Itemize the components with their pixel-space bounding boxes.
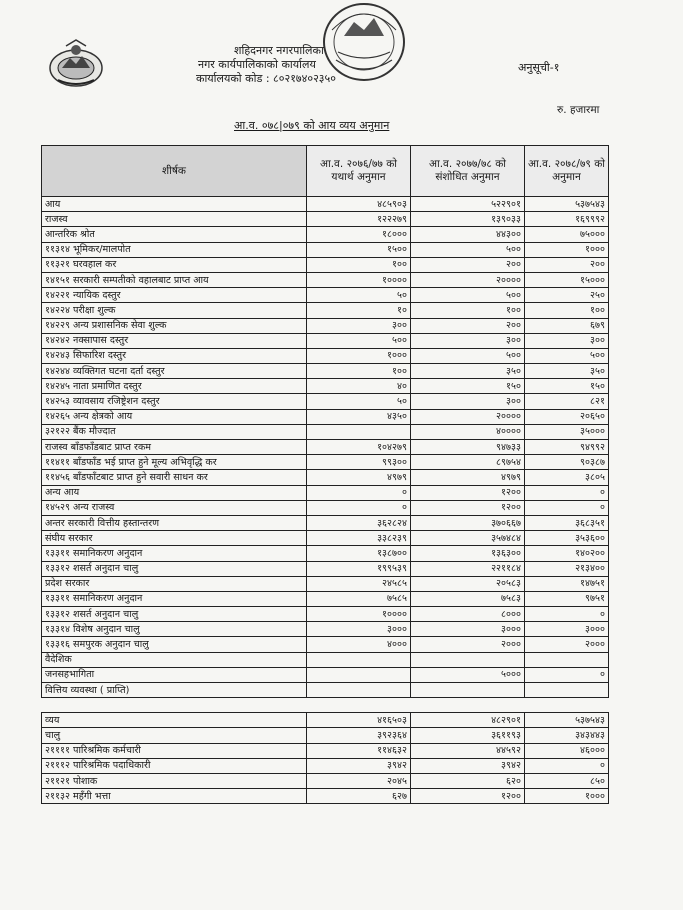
row-value: ० bbox=[307, 485, 411, 500]
row-label: व्यय bbox=[42, 713, 307, 728]
row-value: १२०० bbox=[411, 789, 525, 804]
row-value: ३६११९३ bbox=[411, 728, 525, 743]
row-label: २११३२ महँगी भत्ता bbox=[42, 789, 307, 804]
row-value: ३९२३६४ bbox=[307, 728, 411, 743]
row-label: ११३१४ भूमिकर/मालपोत bbox=[42, 242, 307, 257]
table-row bbox=[42, 561, 609, 576]
row-value: १००० bbox=[525, 789, 609, 804]
table-row bbox=[42, 728, 609, 743]
row-value: २०४५ bbox=[307, 773, 411, 788]
row-value: २००० bbox=[411, 637, 525, 652]
row-value: ५०० bbox=[525, 348, 609, 363]
row-value: १०० bbox=[307, 257, 411, 272]
row-value: ७५८५ bbox=[307, 591, 411, 606]
row-value: ५३७५४३ bbox=[525, 713, 609, 728]
table-row bbox=[42, 364, 609, 379]
row-value: ० bbox=[525, 485, 609, 500]
row-value: ९७५१ bbox=[525, 591, 609, 606]
row-value: ३६२८२४ bbox=[307, 515, 411, 530]
row-value: ० bbox=[525, 758, 609, 773]
row-value: ६२० bbox=[411, 773, 525, 788]
row-value: ११४६३२ bbox=[307, 743, 411, 758]
row-label: अन्तर सरकारी वित्तीय हस्तान्तरण bbox=[42, 515, 307, 530]
row-label: ३२१२२ बैंक मौज्दात bbox=[42, 424, 307, 439]
table-row bbox=[42, 531, 609, 546]
row-label: ११४५६ बाँडफाँटबाट प्राप्त हुने सवारी साधन कर bbox=[42, 470, 307, 485]
table-row bbox=[42, 424, 609, 439]
table-row bbox=[42, 394, 609, 409]
table-header-row bbox=[42, 146, 609, 197]
header-actual-7677: आ.व. २०७६/७७ को यथार्थ अनुमान bbox=[307, 146, 411, 197]
row-label: जनसहभागिता bbox=[42, 667, 307, 682]
row-value: ३५७४८४ bbox=[411, 531, 525, 546]
row-value: ३५० bbox=[525, 364, 609, 379]
row-label: ११४११ बाँडफाँड भई प्राप्त हुने मूल्य अभिवृद्धि कर bbox=[42, 455, 307, 470]
row-value: ० bbox=[525, 500, 609, 515]
table-row bbox=[42, 515, 609, 530]
row-label: १४२४५ नाता प्रमाणित दस्तुर bbox=[42, 379, 307, 394]
row-value: ० bbox=[525, 607, 609, 622]
row-value: ३९४२ bbox=[307, 758, 411, 773]
row-value: २५० bbox=[525, 288, 609, 303]
office-header bbox=[196, 44, 426, 86]
header-estimate-7879: आ.व. २०७८/७९ को अनुमान bbox=[525, 146, 609, 197]
row-value: ८५० bbox=[525, 773, 609, 788]
row-value: ८९७५४ bbox=[411, 455, 525, 470]
unit-label: रु. हजारमा bbox=[557, 104, 600, 116]
row-value: ३००० bbox=[411, 622, 525, 637]
row-value: २०० bbox=[411, 318, 525, 333]
table-row bbox=[42, 409, 609, 424]
row-value bbox=[307, 652, 411, 667]
row-value: १५०० bbox=[307, 242, 411, 257]
row-label: १४२२१ न्यायिक दस्तुर bbox=[42, 288, 307, 303]
row-label: अन्य आय bbox=[42, 485, 307, 500]
table-row bbox=[42, 257, 609, 272]
row-value: १००० bbox=[525, 242, 609, 257]
table-row bbox=[42, 667, 609, 682]
row-label: १३३१६ समपुरक अनुदान चालु bbox=[42, 637, 307, 652]
row-value: ५०० bbox=[411, 242, 525, 257]
row-value bbox=[307, 667, 411, 682]
row-value: ४००० bbox=[307, 637, 411, 652]
row-label: १३३१२ शसर्त अनुदान चालु bbox=[42, 561, 307, 576]
row-value: ६२७ bbox=[307, 789, 411, 804]
table-row bbox=[42, 333, 609, 348]
table-row bbox=[42, 212, 609, 227]
table-row bbox=[42, 500, 609, 515]
row-value: २४५८५ bbox=[307, 576, 411, 591]
row-label: आय bbox=[42, 197, 307, 212]
row-value: ३९४२ bbox=[411, 758, 525, 773]
row-value: ३३८२३९ bbox=[307, 531, 411, 546]
row-value: ५० bbox=[307, 288, 411, 303]
row-label: चालु bbox=[42, 728, 307, 743]
row-value: ९४९९२ bbox=[525, 440, 609, 455]
table-row bbox=[42, 743, 609, 758]
row-value: ५३७५४३ bbox=[525, 197, 609, 212]
row-label: आन्तरिक श्रोत bbox=[42, 227, 307, 242]
row-value: ४८५९०३ bbox=[307, 197, 411, 212]
row-value: ९४७३३ bbox=[411, 440, 525, 455]
row-label: १४२२९ अन्य प्रशासनिक सेवा शुल्क bbox=[42, 318, 307, 333]
row-value: ४९७९ bbox=[307, 470, 411, 485]
table-row bbox=[42, 758, 609, 773]
table-row bbox=[42, 440, 609, 455]
table-row bbox=[42, 242, 609, 257]
row-value: ३४३४४३ bbox=[525, 728, 609, 743]
budget-table bbox=[41, 145, 609, 804]
row-value: १८००० bbox=[307, 227, 411, 242]
emblem-logo bbox=[48, 38, 104, 90]
row-value: ० bbox=[525, 667, 609, 682]
row-value: १०००० bbox=[307, 272, 411, 287]
row-value: ८००० bbox=[411, 607, 525, 622]
row-value: २०६५० bbox=[525, 409, 609, 424]
row-value: १०० bbox=[525, 303, 609, 318]
row-value: ३०० bbox=[525, 333, 609, 348]
table-spacer-row bbox=[42, 698, 609, 713]
row-value: ९०३८७ bbox=[525, 455, 609, 470]
row-value: १५००० bbox=[525, 272, 609, 287]
row-value: ५०० bbox=[411, 288, 525, 303]
office-name: नगर कार्यपालिकाको कार्यालय bbox=[198, 58, 316, 71]
row-value: २०० bbox=[411, 257, 525, 272]
row-value: ४६००० bbox=[525, 743, 609, 758]
row-value: १६९९९२ bbox=[525, 212, 609, 227]
row-value: ३५० bbox=[411, 364, 525, 379]
row-value: ४९७९ bbox=[411, 470, 525, 485]
row-value: २०५८३ bbox=[411, 576, 525, 591]
row-value: २००० bbox=[525, 637, 609, 652]
row-value: १२०० bbox=[411, 500, 525, 515]
row-value: ५२२९०१ bbox=[411, 197, 525, 212]
row-value: ३७०६६७ bbox=[411, 515, 525, 530]
row-value: २१३४०० bbox=[525, 561, 609, 576]
row-label: १३३११ समानिकरण अनुदान bbox=[42, 546, 307, 561]
row-value: २०००० bbox=[411, 272, 525, 287]
municipality-name: शहिदनगर नगरपालिका bbox=[234, 44, 324, 57]
row-value bbox=[411, 652, 525, 667]
row-label: १३३११ समानिकरण अनुदान bbox=[42, 591, 307, 606]
row-label: २११११ पारिश्रमिक कर्मचारी bbox=[42, 743, 307, 758]
row-label: १४२५३ व्यावसाय रजिष्ट्रेशन दस्तुर bbox=[42, 394, 307, 409]
row-label: १३३१४ विशेष अनुदान चालु bbox=[42, 622, 307, 637]
table-row bbox=[42, 379, 609, 394]
table-row bbox=[42, 637, 609, 652]
row-value: ३५३६०० bbox=[525, 531, 609, 546]
row-value: ४४५९२ bbox=[411, 743, 525, 758]
table-row bbox=[42, 470, 609, 485]
row-label: १४२४३ सिफारिश दस्तुर bbox=[42, 348, 307, 363]
table-row bbox=[42, 591, 609, 606]
table-row bbox=[42, 288, 609, 303]
row-value: ५० bbox=[307, 394, 411, 409]
row-label: १४२४४ व्यक्तिगत घटना दर्ता दस्तुर bbox=[42, 364, 307, 379]
row-value: ३००० bbox=[307, 622, 411, 637]
table-row bbox=[42, 197, 609, 212]
table-row bbox=[42, 546, 609, 561]
row-label: प्रदेश सरकार bbox=[42, 576, 307, 591]
table-row bbox=[42, 713, 609, 728]
spacer-cell bbox=[42, 698, 609, 713]
row-value: १३८७०० bbox=[307, 546, 411, 561]
row-value: ९९३०० bbox=[307, 455, 411, 470]
row-value: ३५००० bbox=[525, 424, 609, 439]
row-label: १४२६५ अन्य क्षेत्रको आय bbox=[42, 409, 307, 424]
table-row bbox=[42, 455, 609, 470]
table-row bbox=[42, 272, 609, 287]
row-label: वित्तिय व्यवस्था ( प्राप्ति) bbox=[42, 683, 307, 698]
row-label: संघीय सरकार bbox=[42, 531, 307, 546]
row-label: राजस्व bbox=[42, 212, 307, 227]
table-row bbox=[42, 318, 609, 333]
row-value bbox=[307, 683, 411, 698]
row-value: १९९५३९ bbox=[307, 561, 411, 576]
table-row bbox=[42, 683, 609, 698]
row-value: ६७९ bbox=[525, 318, 609, 333]
row-value: ४० bbox=[307, 379, 411, 394]
row-label: राजस्व बाँडफाँडबाट प्राप्त रकम bbox=[42, 440, 307, 455]
row-value: १२०० bbox=[411, 485, 525, 500]
row-value: ३८०५ bbox=[525, 470, 609, 485]
row-label: २११२१ पोशाक bbox=[42, 773, 307, 788]
row-value: ० bbox=[307, 500, 411, 515]
row-value: ३६८३५१ bbox=[525, 515, 609, 530]
row-value: १३९०३३ bbox=[411, 212, 525, 227]
table-row bbox=[42, 227, 609, 242]
row-value: ७५००० bbox=[525, 227, 609, 242]
table-row bbox=[42, 607, 609, 622]
row-value: ५०० bbox=[411, 348, 525, 363]
document-title: आ.व. ०७८|०७९ को आय व्यय अनुमान bbox=[234, 119, 390, 132]
row-value: १००० bbox=[307, 348, 411, 363]
row-label: १४१५१ सरकारी सम्पतीको वहालबाट प्राप्त आय bbox=[42, 272, 307, 287]
header-title: शीर्षक bbox=[42, 146, 307, 197]
row-label: ११३२१ घरवहाल कर bbox=[42, 257, 307, 272]
row-value: १४०२०० bbox=[525, 546, 609, 561]
row-value: १२२२७९ bbox=[307, 212, 411, 227]
row-value: १३६३०० bbox=[411, 546, 525, 561]
row-value: १०० bbox=[411, 303, 525, 318]
row-label: २१११२ पारिश्रमिक पदाधिकारी bbox=[42, 758, 307, 773]
row-label: १४२४२ नक्सापास दस्तुर bbox=[42, 333, 307, 348]
row-value bbox=[411, 683, 525, 698]
annex-label: अनुसूची-१ bbox=[518, 61, 560, 74]
row-label: १३३१२ शसर्त अनुदान चालु bbox=[42, 607, 307, 622]
row-value: ५०० bbox=[307, 333, 411, 348]
table-row bbox=[42, 348, 609, 363]
row-value: ४३५० bbox=[307, 409, 411, 424]
row-value: ५००० bbox=[411, 667, 525, 682]
row-value bbox=[525, 683, 609, 698]
table-row bbox=[42, 303, 609, 318]
row-value: १५० bbox=[525, 379, 609, 394]
row-value: ४०००० bbox=[411, 424, 525, 439]
row-label: १४५२९ अन्य राजस्व bbox=[42, 500, 307, 515]
row-value: ४४३०० bbox=[411, 227, 525, 242]
header-revised-7778: आ.व. २०७७/७८ को संशोधित अनुमान bbox=[411, 146, 525, 197]
row-value: १४७५१ bbox=[525, 576, 609, 591]
table-row bbox=[42, 773, 609, 788]
row-value: ३०० bbox=[307, 318, 411, 333]
row-value: १५० bbox=[411, 379, 525, 394]
row-value: २२११८४ bbox=[411, 561, 525, 576]
row-value: ३००० bbox=[525, 622, 609, 637]
row-value: ४१६५०३ bbox=[307, 713, 411, 728]
table-row bbox=[42, 576, 609, 591]
row-value: ७५८३ bbox=[411, 591, 525, 606]
table-row bbox=[42, 789, 609, 804]
row-value bbox=[307, 424, 411, 439]
row-value: १०००० bbox=[307, 607, 411, 622]
row-value: २०० bbox=[525, 257, 609, 272]
row-value: ३०० bbox=[411, 333, 525, 348]
row-value bbox=[525, 652, 609, 667]
row-value: ४८२९०१ bbox=[411, 713, 525, 728]
table-row bbox=[42, 652, 609, 667]
row-label: वैदेशिक bbox=[42, 652, 307, 667]
row-value: १०४२७९ bbox=[307, 440, 411, 455]
office-code: कार्यालयको कोड : ८०२१७४०२३५० bbox=[196, 72, 336, 85]
table-row bbox=[42, 622, 609, 637]
row-value: १० bbox=[307, 303, 411, 318]
row-value: ३०० bbox=[411, 394, 525, 409]
row-value: १०० bbox=[307, 364, 411, 379]
row-value: २०००० bbox=[411, 409, 525, 424]
table-row bbox=[42, 485, 609, 500]
row-label: १४२२४ परीक्षा शुल्क bbox=[42, 303, 307, 318]
row-value: ८२१ bbox=[525, 394, 609, 409]
